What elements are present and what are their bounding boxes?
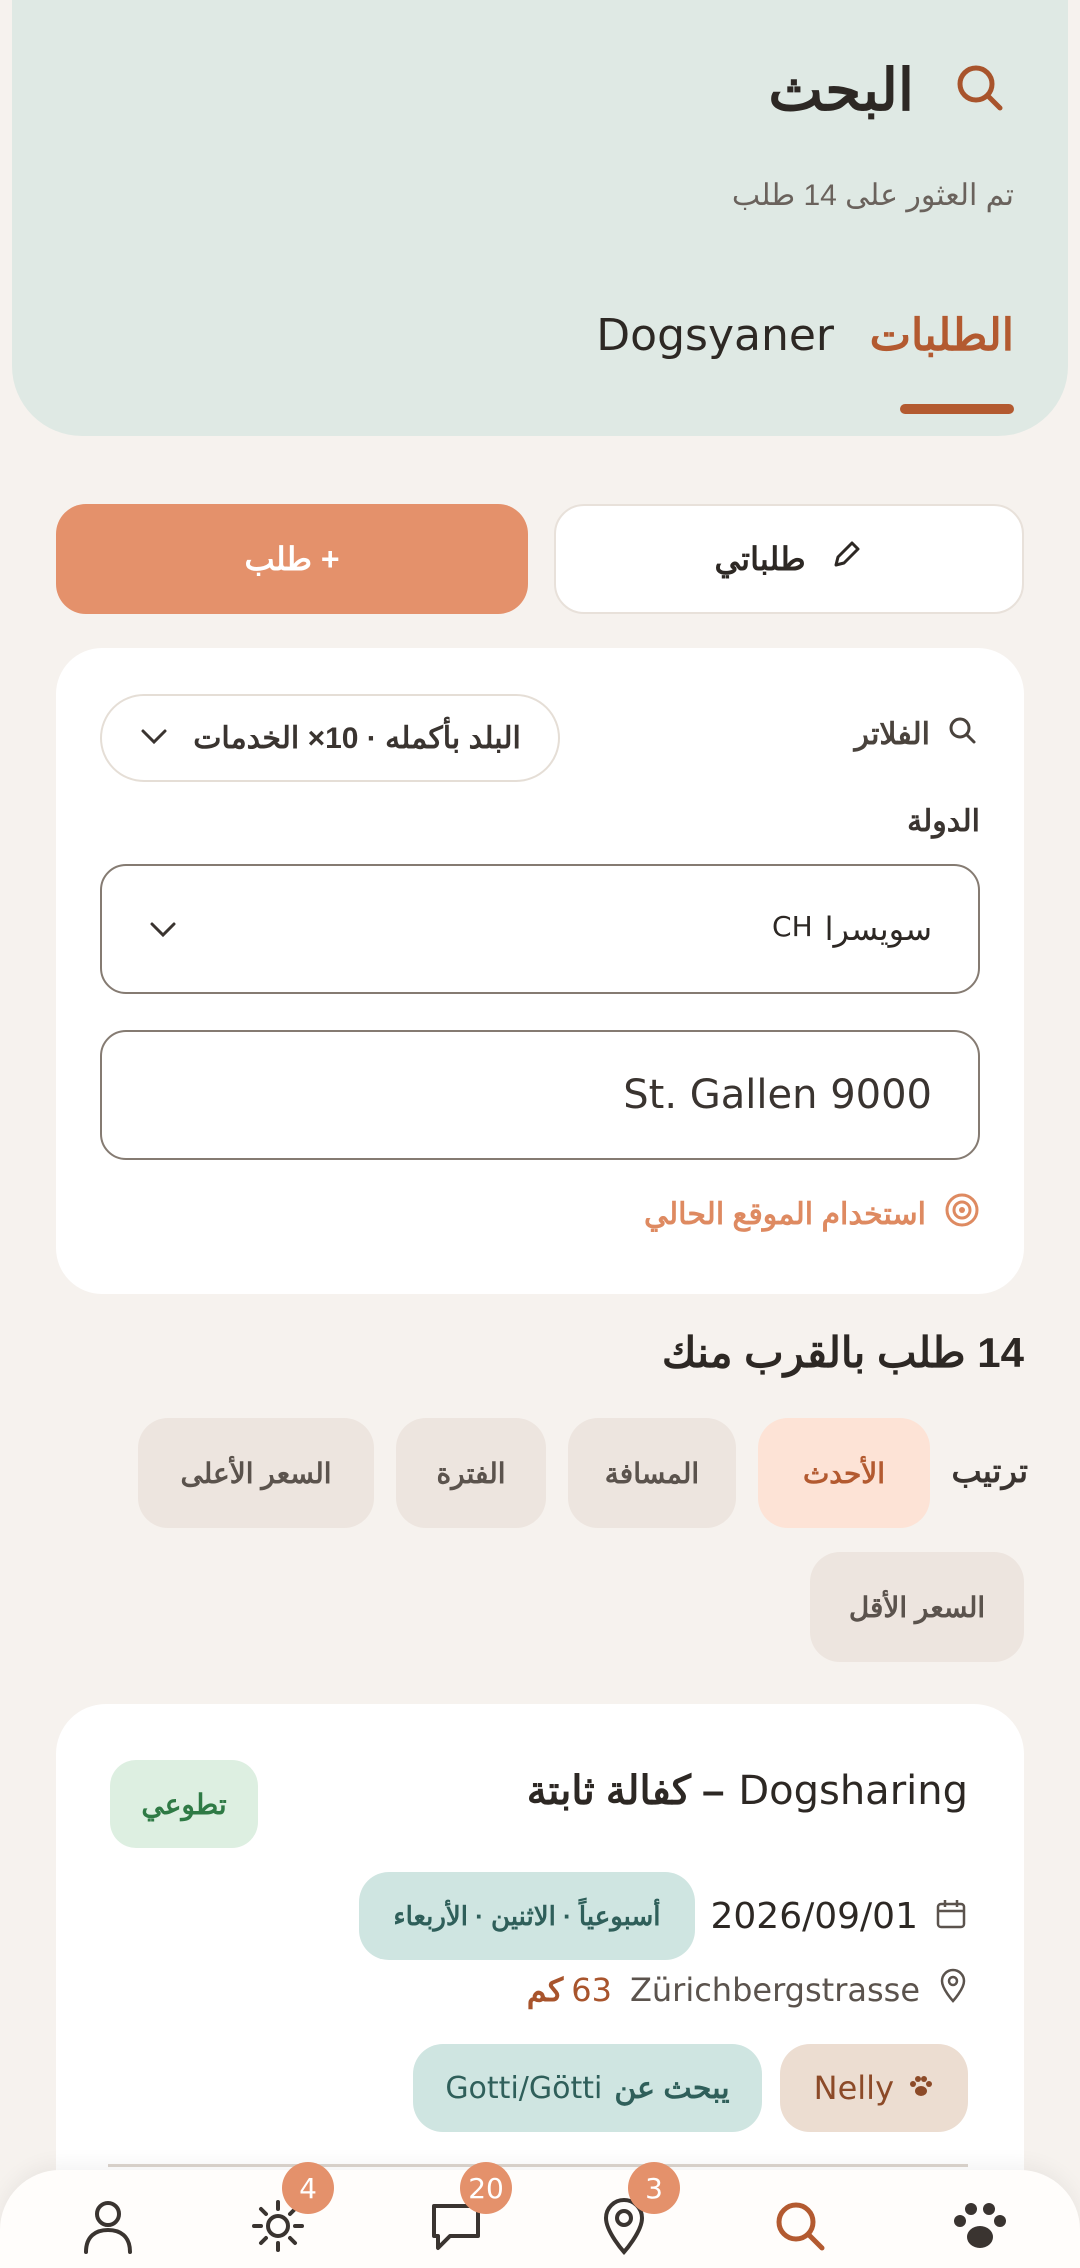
filters-label: الفلاتر bbox=[854, 717, 930, 751]
distance-unit: كم bbox=[526, 1972, 564, 2008]
nav-search[interactable] bbox=[760, 2188, 840, 2268]
filter-summary-dropdown[interactable] bbox=[100, 694, 560, 782]
schedule-badge: أسبوعياً · الاثنين · الأربعاء bbox=[359, 1872, 694, 1960]
map-badge: 3 bbox=[628, 2162, 680, 2214]
filters-toggle[interactable] bbox=[855, 714, 978, 754]
tab-requests[interactable]: الطلبات bbox=[869, 311, 1014, 360]
dog-pill bbox=[780, 2044, 968, 2132]
chevron-down-icon bbox=[139, 721, 169, 755]
pencil-icon bbox=[828, 537, 864, 581]
activity-badge: 4 bbox=[282, 2162, 334, 2214]
tab-active-indicator bbox=[900, 404, 1014, 414]
location-pin-icon bbox=[938, 1968, 968, 2012]
results-title: 14 طلب بالقرب منك bbox=[661, 1329, 1024, 1376]
search-target: Gotti/Götti bbox=[445, 2070, 603, 2106]
search-icon bbox=[946, 714, 978, 754]
nav-profile[interactable] bbox=[68, 2188, 148, 2268]
results-count-subtitle: تم العثور على 14 طلب bbox=[731, 179, 1014, 212]
search-for-pill bbox=[413, 2044, 761, 2132]
card-address: Zürichbergstrasse bbox=[629, 1971, 920, 2009]
nav-map[interactable] bbox=[584, 2171, 664, 2268]
filter-card bbox=[56, 648, 1024, 1294]
country-value bbox=[772, 910, 932, 948]
sort-chip-price-low[interactable]: السعر الأقل bbox=[810, 1552, 1024, 1662]
chevron-down-icon bbox=[148, 910, 178, 948]
nav-dogs[interactable] bbox=[940, 2188, 1020, 2268]
use-current-location-button[interactable] bbox=[644, 1192, 980, 1236]
paw-icon bbox=[908, 2069, 934, 2107]
search-icon bbox=[772, 2198, 828, 2258]
search-icon bbox=[952, 60, 1008, 120]
card-date: 2026/09/01 bbox=[710, 1895, 918, 1937]
search-prefix: يبحث عن bbox=[614, 2071, 730, 2105]
calendar-icon bbox=[934, 1897, 968, 1935]
country-select[interactable] bbox=[100, 864, 980, 994]
country-name: سويسرا bbox=[824, 910, 932, 948]
messages-badge: 20 bbox=[460, 2162, 512, 2214]
nav-messages[interactable] bbox=[416, 2171, 504, 2268]
page-title: البحث bbox=[768, 58, 914, 123]
country-label: الدولة bbox=[907, 805, 980, 838]
card-divider bbox=[108, 2164, 968, 2167]
use-location-label: استخدام الموقع الحالي bbox=[644, 1197, 926, 1231]
title-row bbox=[768, 56, 1008, 124]
target-icon bbox=[944, 1192, 980, 1236]
date-row bbox=[359, 1872, 968, 1960]
card-title bbox=[527, 1768, 968, 1814]
my-requests-button[interactable] bbox=[554, 504, 1024, 614]
sort-chip-distance[interactable]: المسافة bbox=[568, 1418, 736, 1528]
address-row bbox=[527, 1968, 968, 2012]
profile-icon bbox=[80, 2196, 136, 2260]
volunteer-badge: تطوعي bbox=[110, 1760, 258, 1848]
sort-label: ترتيب bbox=[951, 1453, 1028, 1489]
sort-chip-period[interactable]: الفترة bbox=[396, 1418, 546, 1528]
new-request-button[interactable]: + طلب bbox=[56, 504, 528, 614]
filter-summary-text: البلد بأكمله · 10× الخدمات bbox=[193, 721, 521, 755]
location-input[interactable]: St. Gallen 9000 bbox=[100, 1030, 980, 1160]
tab-dogsyaner[interactable]: Dogsyaner bbox=[596, 310, 834, 361]
country-code: CH bbox=[772, 910, 813, 943]
card-pill-row bbox=[413, 2044, 968, 2132]
dog-name: Nelly bbox=[813, 2069, 894, 2107]
my-requests-label: طلباتي bbox=[714, 541, 806, 577]
card-title-ar: – كفالة ثابتة bbox=[526, 1769, 725, 1813]
nav-activity[interactable] bbox=[238, 2171, 318, 2268]
card-title-en: Dogsharing bbox=[738, 1768, 968, 1814]
sort-chip-price-high[interactable]: السعر الأعلى bbox=[138, 1418, 374, 1528]
paw-icon bbox=[951, 2199, 1009, 2257]
card-distance bbox=[527, 1971, 612, 2009]
sort-chip-newest[interactable]: الأحدث bbox=[758, 1418, 930, 1528]
bottom-nav bbox=[0, 2170, 1080, 2268]
distance-value: 63 bbox=[571, 1971, 612, 2009]
